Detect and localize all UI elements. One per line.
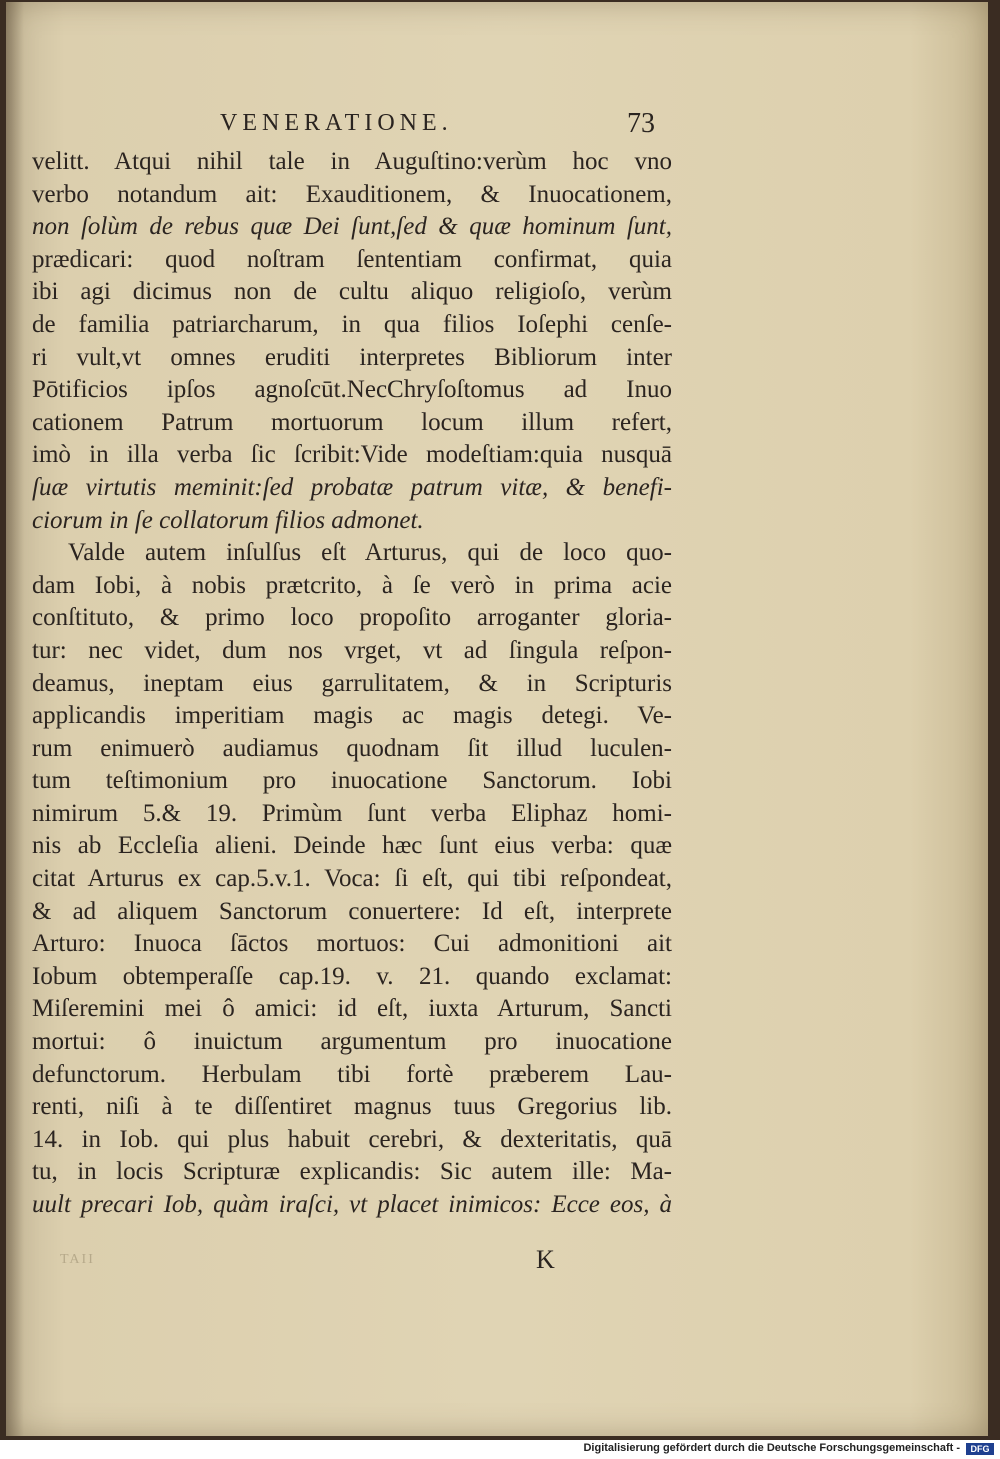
text-line: ri vult,vt omnes eruditi interpretes Bibliorum inter: [32, 343, 672, 371]
text-line: nimirum 5.& 19. Primùm ſunt verba Eliphaz homi-: [32, 799, 672, 827]
page-header: [220, 110, 665, 144]
dfg-logo-icon: DFG: [966, 1443, 994, 1455]
text-line: Pōtificios ipſos agnoſcūt.NecChryſoſtomus ad Inuo: [32, 376, 672, 404]
text-line: nis ab Eccleſia alieni. Deinde hæc ſunt eius verba: quæ: [32, 832, 672, 860]
page-gutter-shadow: [6, 2, 24, 1436]
signature-mark: K: [536, 1245, 555, 1274]
text-line: mortui: ô inuictum argumentum pro inuocatione: [32, 1028, 672, 1056]
text-line: Iobum obtemperaſſe cap.19. v. 21. quando exclamat:: [32, 962, 672, 990]
text-line: defunctorum. Herbulam tibi fortè præberem Lau-: [32, 1060, 672, 1088]
text-line: non ſolùm de rebus quæ Dei ſunt,ſed & quæ hominum ſunt,: [32, 213, 672, 241]
text-line: ſuæ virtutis meminit:ſed probatæ patrum vitæ, & benefi-: [32, 473, 672, 501]
text-line: velitt. Atqui nihil tale in Auguſtino:verùm hoc vno: [32, 148, 672, 175]
text-line: tum teſtimonium pro inuocatione Sanctorum. Iobi: [32, 767, 672, 795]
text-line: applicandis imperitiam magis ac magis detegi. Ve-: [32, 702, 672, 730]
text-line: uult precari Iob, quàm iraſci, vt placet inimicos: Ecce eos, à: [32, 1191, 672, 1218]
faint-catchword: TAII: [60, 1252, 95, 1267]
text-line: Valde autem inſulſus eſt Arturus, qui de loco quo-: [68, 539, 672, 567]
text-line: renti, niſi à te diſſentiret magnus tuus Gregorius lib.: [32, 1093, 672, 1121]
text-line: imò in illa verba ſic ſcribit:Vide modeſtiam:quia nusquā: [32, 441, 672, 469]
footer-credit: Digitalisierung gefördert durch die Deutsche Forschungsgemeinschaft -: [583, 1442, 960, 1454]
page-number: 73: [627, 108, 655, 139]
running-head: VENERATIONE.: [220, 110, 453, 136]
text-line: ciorum in ſe collatorum filios admonet.: [32, 506, 424, 534]
body-text: [32, 146, 672, 1222]
text-line: cationem Patrum mortuorum locum illum refert,: [32, 408, 672, 436]
text-line: rum enimuerò audiamus quodnam ſit illud luculen-: [32, 734, 672, 762]
text-line: 14. in Iob. qui plus habuit cerebri, & dexteritatis, quā: [32, 1125, 672, 1153]
text-line: tur: nec videt, dum nos vrget, vt ad ſingula reſpon-: [32, 636, 672, 664]
text-line: citat Arturus ex cap.5.v.1. Voca: ſi eſt, qui tibi reſpondeat,: [32, 865, 672, 893]
text-line: verbo notandum ait: Exauditionem, & Inuocationem,: [32, 180, 672, 208]
text-line: & ad aliquem Sanctorum conuertere: Id eſt, interprete: [32, 897, 672, 925]
footer-bar: [0, 1440, 1000, 1459]
text-line: conſtituto, & primo loco propoſito arroganter gloria-: [32, 604, 672, 632]
text-line: deamus, ineptam eius garrulitatem, & in Scripturis: [32, 669, 672, 697]
text-line: ibi agi dicimus non de cultu aliquo religioſo, verùm: [32, 278, 672, 306]
text-line: dam Iobi, à nobis prætcrito, à ſe verò in prima acie: [32, 571, 672, 599]
text-line: tu, in locis Scripturæ explicandis: Sic autem ille: Ma-: [32, 1158, 672, 1186]
text-line: Arturo: Inuoca ſāctos mortuos: Cui admonitioni ait: [32, 930, 672, 958]
text-line: prædicari: quod noſtram ſententiam confirmat, quia: [32, 245, 672, 273]
text-line: de familia patriarcharum, in qua filios Ioſephi cenſe-: [32, 310, 672, 338]
text-line: Miſeremini mei ô amici: id eſt, iuxta Arturum, Sancti: [32, 995, 672, 1023]
